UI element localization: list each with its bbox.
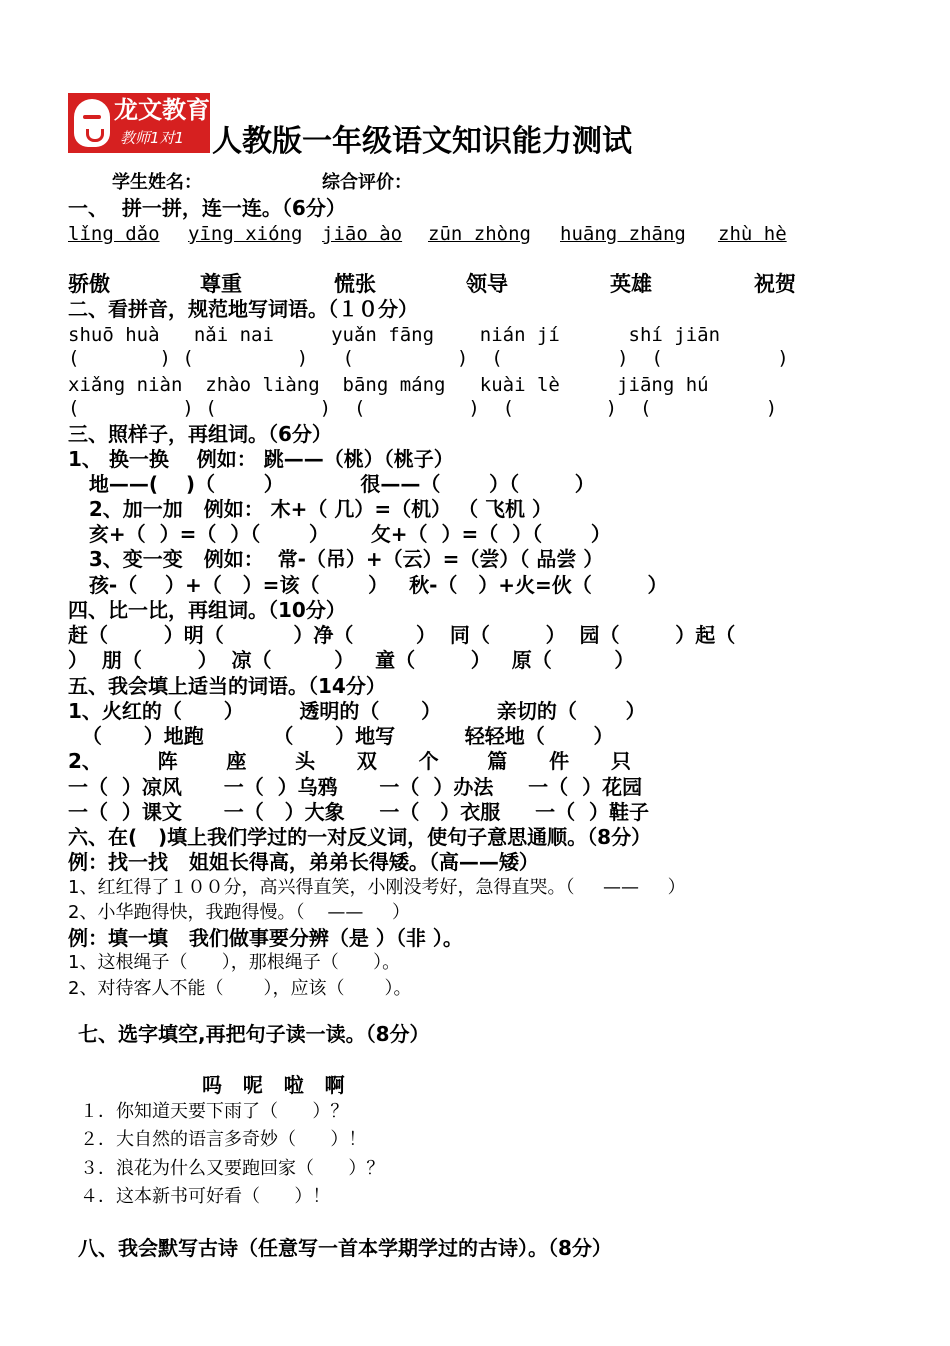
exercise-line: ２．大自然的语言多奇妙（ ）！: [80, 1129, 367, 1150]
exercise-line: 2、 阵 座 头 双 个 篇 件 只: [68, 749, 631, 773]
logo-slogan: 教师1对1: [120, 129, 185, 147]
section-8-heading: 八、我会默写古诗（任意写一首本学期学过的古诗）。（8分）: [78, 1236, 612, 1260]
pinyin-item: huāng zhāng: [560, 223, 686, 245]
exercise-line: （ ）地跑 （ ）地写 轻轻地（ ）: [68, 724, 614, 748]
section-4-heading: 四、比一比，再组词。（10分）: [68, 598, 346, 622]
pinyin-item: jiāo ào: [322, 223, 403, 245]
section-3-heading: 三、照样子，再组词。（6分）: [68, 422, 332, 446]
word-item: 英雄: [610, 272, 652, 296]
pinyin-row: shuō huà nǎi nai yuǎn fāng nián jí shí jiān: [68, 324, 721, 346]
page-title: 人教版一年级语文知识能力测试: [212, 124, 632, 159]
exercise-line: 1、 换一换 例如： 跳——（桃）（桃子）: [68, 447, 454, 471]
exercise-line: ） 朋（ ） 凉（ ） 童（ ） 原（ ）: [68, 648, 635, 672]
exercise-line: 1、火红的（ ） 透明的（ ） 亲切的（ ）: [68, 699, 646, 723]
example-line: 例：找一找 姐姐长得高，弟弟长得矮。（高——矮）: [68, 850, 539, 874]
pinyin-item: zhù hè: [718, 223, 787, 245]
section-1-heading: 一、 拼一拼，连一连。（6分）: [68, 196, 346, 220]
exercise-line: ３．浪花为什么又要跑回家（ ）？: [80, 1158, 385, 1179]
exercise-line: 一（ ）凉风 一（ ）乌鸦 一（ ）办法 一（ ）花园: [68, 775, 643, 799]
logo-face-icon: [74, 99, 110, 147]
exercise-line: 一（ ）课文 一（ ）大象 一（ ）衣服 一（ ）鞋子: [68, 800, 650, 824]
word-choices: 吗 呢 啦 啊: [202, 1073, 345, 1097]
logo: [68, 93, 210, 153]
exercise-line: 地——( )（ ） 很——（ ）（ ）: [68, 472, 595, 496]
word-item: 领导: [466, 272, 508, 296]
word-item: 慌张: [334, 272, 376, 296]
exercise-line: １．你知道天要下雨了（ ）？: [80, 1101, 349, 1122]
exercise-line: 1、红红得了１００分，高兴得直笑，小刚没考好，急得直哭。（ —— ）: [68, 877, 686, 898]
section-7-heading: 七、选字填空,再把句子读一读。（8分）: [78, 1022, 430, 1046]
exercise-line: 2、加一加 例如： 木+（ 几）=（机） （ 飞机 ）: [68, 497, 553, 521]
exercise-line: 3、变一变 例如： 常-（吊）+（云）=（尝）（ 品尝 ）: [68, 547, 604, 571]
word-item: 尊重: [200, 272, 242, 296]
section-5-heading: 五、我会填上适当的词语。（14分）: [68, 674, 386, 698]
pinyin-item: lǐng dǎo: [68, 223, 160, 245]
word-item: 骄傲: [68, 272, 110, 296]
student-name-label: 学生姓名：: [112, 172, 202, 193]
logo-name: 龙文教育: [114, 96, 210, 124]
answer-brackets: ( ) ( ) ( ) ( ) ( ): [68, 347, 789, 369]
section-2-heading: 二、看拼音，规范地写词语。（１０分）: [68, 297, 418, 321]
exercise-line: ４．这本新书可好看（ ）！: [80, 1186, 331, 1207]
exercise-line: 1、这根绳子（ ），那根绳子（ ）。: [68, 952, 401, 973]
pinyin-item: yīng xióng: [188, 223, 303, 245]
word-item: 祝贺: [754, 272, 796, 296]
exercise-line: 赶（ ）明（ ）净（ ） 同（ ） 园（ ）起（: [68, 623, 736, 647]
exercise-line: 2、小华跑得快，我跑得慢。（ —— ）: [68, 902, 410, 923]
pinyin-item: zūn zhòng: [428, 223, 531, 245]
answer-brackets: ( ) ( ) ( ) ( ) ( ): [68, 397, 778, 419]
exercise-line: 亥+（ ）=（ ）（ ） 攵+（ ）=（ ）（ ）: [68, 522, 611, 546]
example-line: 例：填一填 我们做事要分辨（是 ）（非 ）。: [68, 926, 463, 950]
pinyin-row: xiǎng niàn zhào liàng bāng máng kuài lè jiāng hú: [68, 374, 709, 396]
rating-label: 综合评价：: [322, 172, 412, 193]
section-6-heading: 六、在( )填上我们学过的一对反义词，使句子意思通顺。（8分）: [68, 825, 652, 849]
exercise-line: 2、对待客人不能（ ），应该（ ）。: [68, 978, 412, 999]
exercise-line: 孩-（ ）+（ ）=该（ ） 秋-（ ）+火=伙（ ）: [68, 573, 668, 597]
